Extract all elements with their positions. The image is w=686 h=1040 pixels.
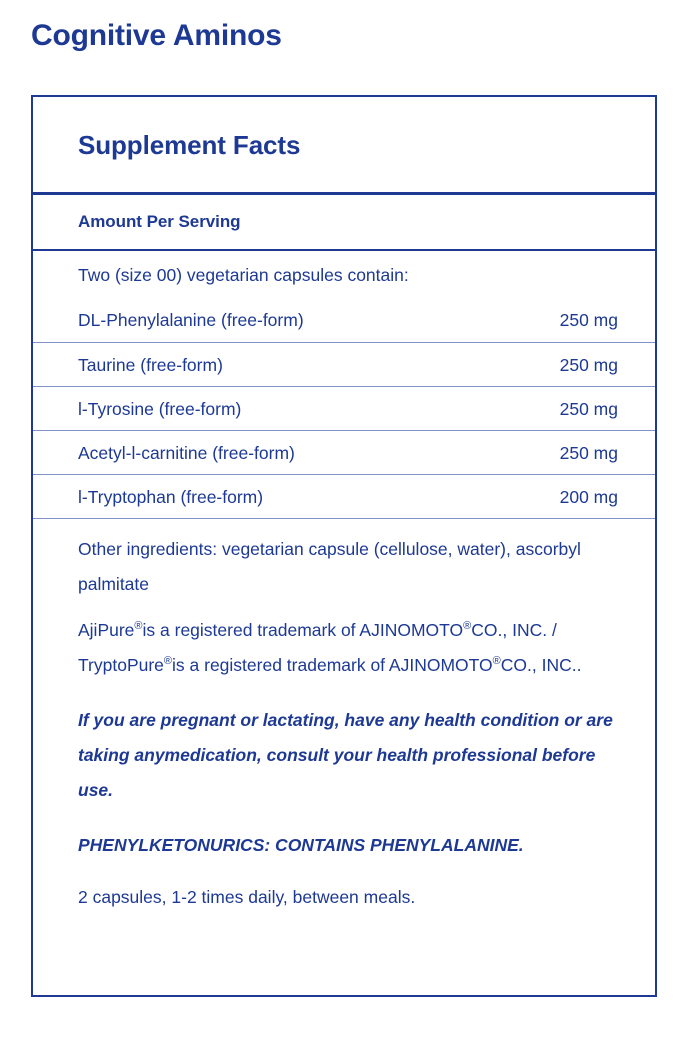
registered-trademark-icon: ® (163, 655, 173, 668)
serving-size-row (33, 251, 655, 298)
registered-trademark-icon: ® (463, 620, 472, 633)
supplement-facts-heading: Supplement Facts (78, 129, 301, 160)
ingredient-name: DL-Phenylalanine (free-form) (78, 310, 304, 330)
other-ingredients-text: Other ingredients: vegetarian capsule (cellulose, water), ascorbyl palmitate (78, 539, 581, 594)
ingredient-name: l-Tyrosine (free-form) (78, 398, 242, 419)
ingredient-name: Acetyl-l-carnitine (free-form) (78, 442, 295, 463)
panel-header (33, 97, 655, 195)
trademark-part-1: AjiPure (78, 620, 135, 640)
table-row (33, 431, 655, 475)
ingredient-amount: 250 mg (559, 398, 618, 419)
amount-per-serving-label: Amount Per Serving (78, 212, 241, 231)
serving-size-text: Two (size 00) vegetarian capsules contain: (78, 264, 409, 285)
ingredient-amount: 250 mg (559, 354, 618, 375)
phenylketonurics-warning: PHENYLKETONURICS: CONTAINS PHENYLALANINE. (78, 835, 524, 855)
table-row (33, 343, 655, 387)
table-row (33, 387, 655, 431)
table-row (33, 475, 655, 519)
page-title: Cognitive Aminos (31, 19, 282, 52)
ingredient-name: l-Tryptophan (free-form) (78, 486, 264, 507)
trademark-part-4: is a registered trademark of AJINOMOTO (172, 655, 493, 675)
directions-text: 2 capsules, 1-2 times daily, between meals. (78, 887, 416, 907)
registered-trademark-icon: ® (492, 655, 501, 668)
ingredient-name: Taurine (free-form) (78, 354, 223, 375)
table-row (33, 298, 655, 343)
supplement-facts-panel (31, 95, 657, 997)
ingredient-amount: 250 mg (559, 442, 618, 463)
registered-trademark-icon: ® (134, 620, 143, 633)
trademark-notice (78, 613, 618, 683)
footnotes (33, 532, 655, 915)
trademark-part-3: CO., INC. / TryptoPure (78, 620, 557, 675)
ingredient-amount: 250 mg (559, 310, 618, 330)
ingredient-amount: 200 mg (559, 486, 618, 507)
trademark-part-2: is a registered trademark of AJINOMOTO (142, 620, 464, 640)
caution-text: If you are pregnant or lactating, have any health condition or are taking anymedication, consult your health professional before use. (78, 710, 613, 800)
trademark-part-5: CO., INC.. (500, 655, 582, 675)
amount-per-serving-header (33, 195, 655, 251)
